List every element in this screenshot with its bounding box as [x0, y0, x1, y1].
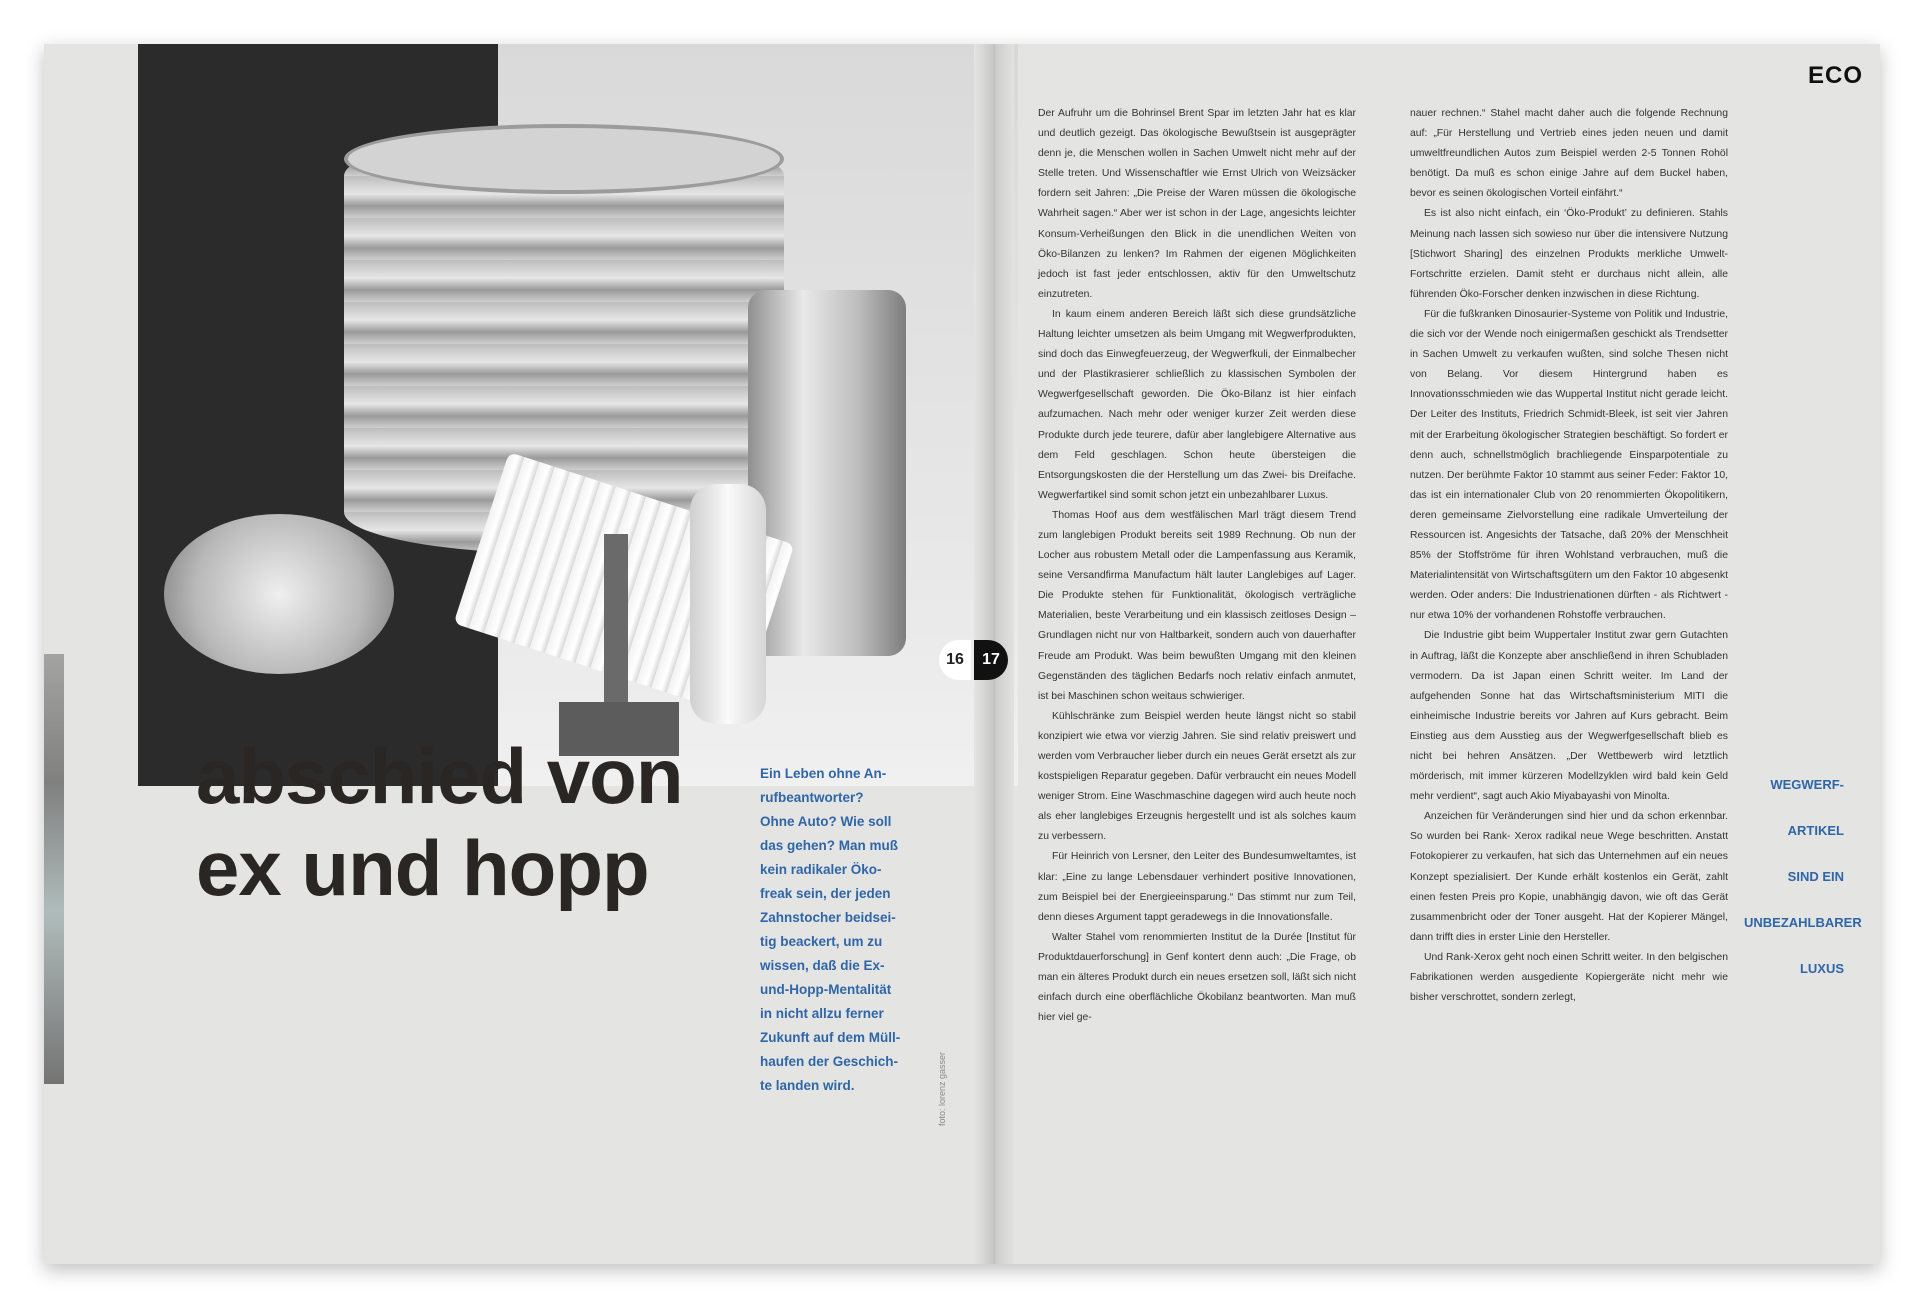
razor-handle-image — [604, 534, 628, 724]
magazine-spread — [44, 44, 1880, 1264]
headline-line-2: ex und hopp — [196, 824, 649, 912]
deck-line: das gehen? Man muß — [760, 838, 899, 853]
paragraph: nauer rechnen.“ Stahel macht daher auch die folgende Rechnung auf: „Für Herstellung und Vertrieb eines jeden neuen und damit umweltfreundlichen Autos zum Beispiel werden 2-5 Tonnen Rohöl benötigt. Da muß es schon einige Jahre auf dem Buckel haben, bevor es seinen ökologischen Vorteil einfährt.“ — [1410, 108, 1728, 200]
pull-quote-line: UNBEZAHLBARER — [1744, 915, 1862, 930]
deck-line: Zahnstocher beidsei- — [760, 910, 896, 925]
deck-line: und-Hopp-Mentalität — [760, 982, 892, 997]
deck-line: Ohne Auto? Wie soll — [760, 814, 892, 829]
page-number-left: 16 — [939, 640, 971, 680]
page-edge-photo — [44, 654, 64, 1084]
deck-line: freak sein, der jeden — [760, 886, 891, 901]
deck-line: in nicht allzu ferner — [760, 1006, 884, 1021]
section-label: ECO — [1808, 62, 1864, 89]
pull-quote-line: LUXUS — [1799, 961, 1844, 976]
paragraph: Thomas Hoof aus dem westfälischen Marl trägt diesem Trend zum langlebigen Produkt bereits seit 1989 Rechnung. Ob nun der Locher aus robustem Metall oder die Lampenfassung aus Keramik, seine Versandfirma Manufactum hält lauter Langlebiges auf Lager. Die Produkte stehen für Funktionalität, ökologisch verträgliche Materialien, beste Verarbeitung und ein klassisch zeitloses Design – Grundlagen nicht nur von Haltbarkeit, sondern auch von dauerhafter Freude am Produkt. Was beim bewußten Umgang mit den kleinen Gegenständen des täglichen Bedarfs noch relativ einfach anmutet, ist bei Maschinen schon weitaus schwieriger. — [1038, 509, 1356, 702]
article-deck — [760, 762, 928, 1098]
deck-line: Ein Leben ohne An- — [760, 766, 887, 781]
paragraph: Und Rank-Xerox geht noch einen Schritt weiter. In den belgischen Fabrikationen werden ausgediente Kopiergeräte nicht mehr wie bisher verschrottet, sondern zerlegt, — [1410, 951, 1728, 1004]
paragraph: Walter Stahel vom renommierten Institut de la Durée [Institut für Produktdauerforschung] in Genf kontert denn auch: „Die Frage, ob man ein älteres Produkt durch ein neues ersetzen soll, läßt sich nicht einfach durch eine oberflächliche Ökobilanz beantworten. Man muß hier viel ge- — [1038, 931, 1356, 1024]
lighter-image — [690, 484, 766, 724]
paragraph: Für Heinrich von Lersner, den Leiter des Bundesumweltamtes, ist klar: „Eine zu lange Lebensdauer verhindert positive Innovationen, zum Beispiel bei der Energieeinsparung.“ Das stimmt nur zum Teil, denn dieses Argument tappt geradewegs in die Innovationsfalle. — [1038, 851, 1356, 923]
pull-quote-line: ARTIKEL — [1787, 823, 1844, 838]
deck-line: rufbeantworter? — [760, 790, 864, 805]
body-column-2 — [1410, 104, 1728, 1008]
article-headline — [196, 730, 682, 914]
tin-can-lid-image — [344, 124, 784, 194]
body-column-1 — [1038, 104, 1356, 1028]
paragraph: Die Industrie gibt beim Wuppertaler Institut zwar gern Gutachten in Auftrag, läßt die Konzepte aber anschließend in ihren Schubladen vermodern. Da ist Japan einen Schritt weiter. Im Land der aufgehenden Sonne hat das Wirtschaftsministerium MITI die einheimische Industrie bereits vor Jahren auf Kurs gebracht. Beim Einstieg aus dem Ausstieg aus der Wegwerfgesellschaft blieb es nicht bei hehren Ansätzen. „Der Wettbewerb wird letztlich mörderisch, mit immer kürzeren Modellzyklen wird bald kein Geld mehr verdient“, sagt auch Akio Miyabayashi von Minolta. — [1410, 630, 1728, 803]
paragraph: Es ist also nicht einfach, ein ‘Öko-Produkt’ zu definieren. Stahls Meinung nach lassen sich sowieso nur über die intensivere Nutzung [Stichwort Sharing] des einzelnen Produkts merkliche Umwelt-Fortschritte erzielen. Damit steht er durchaus nicht allein, alle führenden Öko-Forscher denken inzwischen in diese Richtung. — [1410, 208, 1728, 300]
paragraph: Für die fußkranken Dinosaurier-Systeme von Politik und Industrie, die sich vor der Wende noch einigermaßen geschickt als Trendsetter in Sachen Umwelt zu verkaufen wußten, sind solche Thesen nicht von Belang. Vor diesem Hintergrund haben es Innovationsschmieden wie das Wuppertal Institut nicht gerade leicht. Der Leiter des Instituts, Friedrich Schmidt-Bleek, ist seit vier Jahren mit der Erarbeitung ökologischer Strategien beschäftigt. So fordert er denn auch, schnellstmöglich brachliegende Einsparpotentiale zu nutzen. Der berühmte Faktor 10 stammt aus seiner Feder: Faktor 10, das ist ein internationaler Club von 20 renommierten Ökopolitikern, deren gemeinsame Zielvorstellung eine radikale Umverteilung der Ressourcen ist. Angesichts der Tatsache, daß 20% der Menschheit 85% der Stoffströme für ihren Wohlstand verbrauchen, muß die Materialintensität von Wirtschaftsgütern um den Faktor 10 abgesenkt werden. Oder anders: Die Industrienationen dürften - als Richtwert - nur etwa 10% der vorhandenen Rohstoffe verbrauchen. — [1410, 308, 1728, 622]
deck-line: te landen wird. — [760, 1078, 855, 1093]
headline-line-1: abschied von — [196, 732, 683, 820]
paragraph: Der Aufruhr um die Bohrinsel Brent Spar im letzten Jahr hat es klar und deutlich gezeigt. Das ökologische Bewußtsein ist ausgeprägter denn je, die Menschen wollen in Sachen Umwelt nicht mehr auf der Stelle treten. Und Wissenschaftler wie Ernst Ulrich von Weizsäcker fordern seit Jahren: „Die Preise der Waren müssen die ökologische Wahrheit sagen.“ Aber wer ist schon in der Lage, angesichts leichter Konsum-Verheißungen den Blick in die unendlichen Weiten von Öko-Bilanzen zu lenken? Im Rahmen der eigenen Möglichkeiten jedoch ist fast jeder entschlossen, aktiv für den Umweltschutz einzutreten. — [1038, 108, 1356, 300]
paragraph: Kühlschränke zum Beispiel werden heute längst nicht so stabil konzipiert wie etwa vor vierzig Jahren. Sie sind relativ preiswert und werden vom Verbraucher lieber durch ein neues Gerät ersetzt als zur kostspieligen Reparatur gegeben. Dafür verbraucht ein neues Modell weniger Strom. Eine Waschmaschine dagegen wird auch heute noch als eher langlebiges Erzeugnis hergestellt und ist als solches kaum zu verbessern. — [1038, 710, 1356, 843]
page-number-right: 17 — [974, 640, 1008, 680]
deck-line: Zukunft auf dem Müll- — [760, 1030, 901, 1045]
deck-line: kein radikaler Öko- — [760, 862, 882, 877]
photo-credit: foto: lorenz gasser — [937, 1051, 947, 1126]
scouring-pad-image — [164, 514, 394, 674]
pull-quote — [1744, 762, 1862, 992]
deck-line: tig beackert, um zu — [760, 934, 883, 949]
pull-quote-line: SIND EIN — [1787, 869, 1844, 884]
paragraph: In kaum einem anderen Bereich läßt sich diese grundsätzliche Haltung leichter umsetzen als beim Umgang mit Wegwerfprodukten, sind doch das Einwegfeuerzeug, der Wegwerfkuli, der Einmalbecher und der Plastikrasierer schließlich zu klassischen Symbolen der Wegwerfgesellschaft geworden. Die Öko-Bilanz ist hier einfach aufzumachen. Nach mehr oder weniger kurzer Zeit werden diese Produkte durch jede teurere, dafür aber langlebigere Alternative aus dem Feld geschlagen. Schon heute übersteigen die Entsorgungskosten die der Herstellung um das Zwei- bis Dreifache. Wegwerfartikel sind somit schon jetzt ein unbezahlbarer Luxus. — [1038, 308, 1356, 501]
paragraph: Anzeichen für Veränderungen sind hier und da schon erkennbar. So wurden bei Rank- Xerox radikal neue Wege beschritten. Anstatt Fotokopierer zu verkaufen, hat sich das Unternehmen auf ein neues Konzept spezialisiert. Der Kunde erhält kostenlos ein Gerät, zahlt einen festen Preis pro Kopie, unabhängig davon, wie oft das Gerät zusammenbricht oder der Toner ausgeht. Hat der Kopierer Mängel, dann trifft dies in erster Linie den Hersteller. — [1410, 811, 1728, 943]
deck-line: haufen der Geschich- — [760, 1054, 899, 1069]
deck-line: wissen, daß die Ex- — [760, 958, 885, 973]
pull-quote-line: WEGWERF- — [1770, 777, 1844, 792]
